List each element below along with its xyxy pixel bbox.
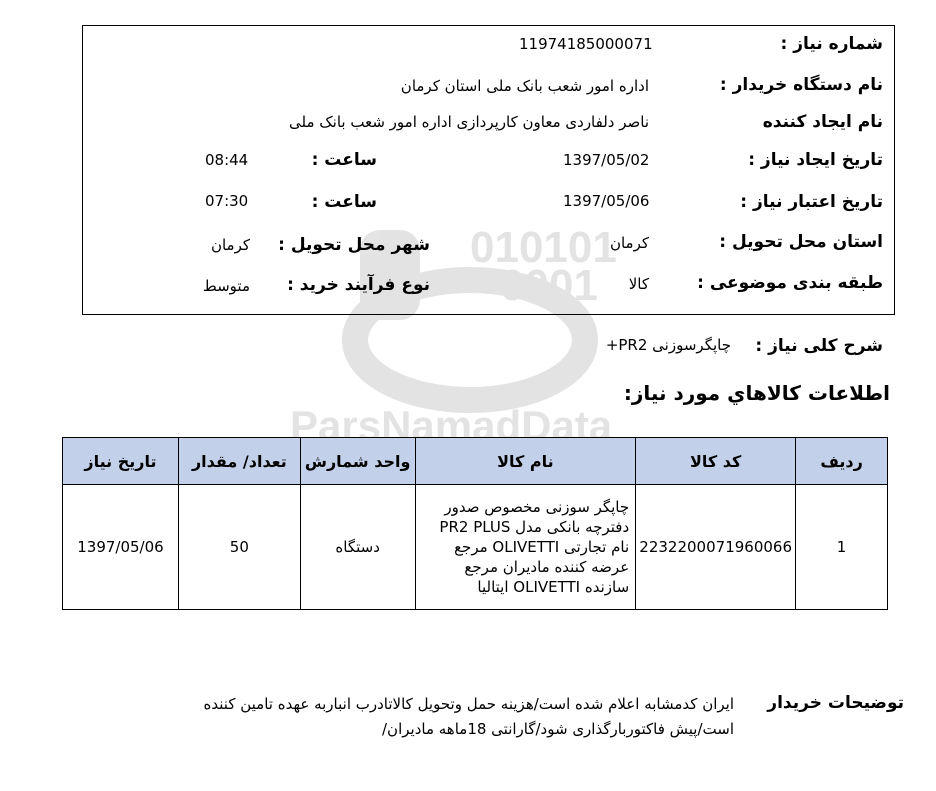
category-value: کالا: [628, 275, 649, 293]
delivery-province-label: استان محل تحویل :: [719, 232, 883, 252]
cell-code: 2232200071960066: [636, 485, 796, 610]
creator-label: نام ایجاد کننده: [762, 112, 883, 132]
goods-section-title: اطلاعات كالاهاي مورد نياز:: [623, 381, 890, 405]
col-header-code: کد کالا: [636, 438, 796, 485]
created-time-value: 08:44: [205, 151, 249, 169]
cell-unit: دستگاه: [300, 485, 415, 610]
valid-time-value: 07:30: [205, 192, 249, 210]
buyer-notes-line1: ایران کدمشابه اعلام شده است/هزینه حمل وتحویل کالاتادرب انباربه عهده تامین کننده: [203, 695, 734, 713]
goods-table: [62, 437, 888, 610]
valid-time-label: ساعت :: [311, 192, 377, 212]
watermark-text: ParsNamadData: [290, 402, 613, 449]
buyer-org-value: اداره امور شعب بانک ملی استان کرمان: [400, 77, 649, 95]
delivery-province-value: کرمان: [609, 234, 649, 252]
buyer-notes-label: توضیحات خریدار: [767, 693, 904, 713]
col-header-date: تاریخ نیاز: [63, 438, 179, 485]
cell-name: چاپگر سوزنی مخصوص صدور دفترچه بانکی مدل PR2 PLUS نام تجارتی OLIVETTI مرجع عرضه کننده مادیران مرجع سازنده OLIVETTI ایتالیا: [415, 485, 636, 610]
cell-date: 1397/05/06: [63, 485, 179, 610]
col-header-row-number: ردیف: [796, 438, 888, 485]
watermark-digits: 0001: [500, 261, 598, 310]
need-number-value: 11974185000071: [519, 35, 653, 53]
category-label: طبقه بندی موضوعی :: [697, 273, 883, 293]
valid-date-value: 1397/05/06: [563, 192, 650, 210]
buyer-org-label: نام دستگاه خریدار :: [719, 75, 883, 95]
valid-date-label: تاریخ اعتبار نیاز :: [740, 192, 883, 212]
need-number-label: شماره نیاز :: [780, 34, 883, 54]
cell-row-number: 1: [796, 485, 888, 610]
watermark-digits: 010101: [470, 223, 617, 272]
table-row: [63, 485, 888, 610]
created-date-value: 1397/05/02: [563, 151, 650, 169]
table-header-row: [63, 438, 888, 485]
col-header-qty: تعداد/ مقدار: [178, 438, 300, 485]
buyer-notes-line2: است/پیش فاکتوربارگذاری شود/گارانتی 18ماهه مادیران/: [382, 720, 734, 738]
creator-value: ناصر دلفاردی معاون کارپردازی اداره امور شعب بانک ملی: [288, 113, 649, 131]
created-time-label: ساعت :: [311, 150, 377, 170]
cell-qty: 50: [178, 485, 300, 610]
delivery-city-label: شهر محل تحویل :: [278, 235, 430, 255]
process-value: متوسط: [202, 277, 250, 295]
col-header-unit: واحد شمارش: [300, 438, 415, 485]
need-info-box: [82, 25, 895, 315]
col-header-name: نام کالا: [415, 438, 636, 485]
delivery-city-value: کرمان: [210, 236, 250, 254]
summary-value: چاپگرسوزنی PR2+: [605, 336, 731, 354]
process-label: نوع فرآیند خرید :: [287, 275, 430, 295]
summary-label: شرح کلی نیاز :: [755, 336, 883, 356]
created-date-label: تاریخ ایجاد نیاز :: [748, 150, 883, 170]
